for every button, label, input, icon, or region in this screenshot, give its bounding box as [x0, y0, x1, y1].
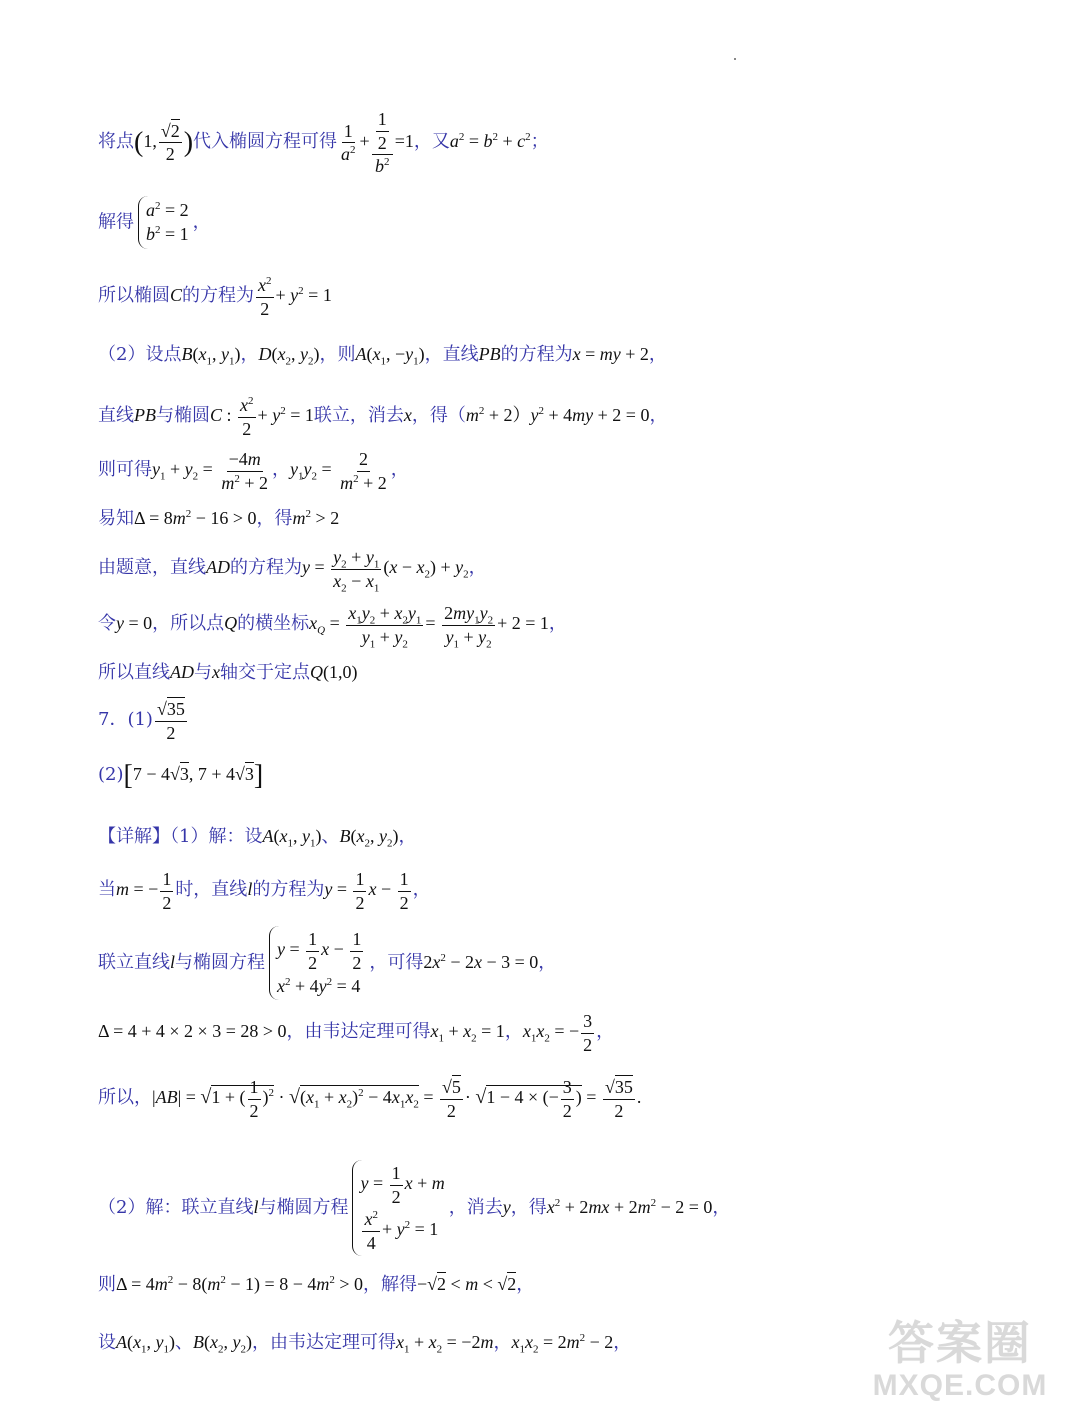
punct: ， [493, 1332, 512, 1353]
watermark-logo [860, 1307, 1060, 1403]
punct: ， [468, 557, 487, 579]
math-prod-y: $y_1y_2$ = $\frac{2}{m^2 + 2}$ [289, 449, 387, 493]
line-substitute-point [98, 108, 549, 178]
line-fixed-point [98, 658, 358, 684]
detail-line-4 [98, 1010, 614, 1056]
math-PB: PB [134, 405, 156, 426]
text-and: 与 [194, 662, 212, 683]
math-x: x [403, 405, 412, 426]
text-let: 令 [98, 613, 116, 635]
line-ellipse-result [98, 274, 332, 320]
math-A: $A(x_1$, $-y_1$) [355, 344, 425, 368]
text-substitute-point: 将点 [98, 130, 134, 152]
text-get: ，得 [256, 508, 293, 529]
math-ellipse-eq: $\frac{1}{a^2}$ + $\frac{\frac{1}{2}}{b^2}$ =1 [341, 109, 414, 176]
text-can-get: ，可得 [369, 952, 424, 974]
punct: ， [596, 1021, 615, 1043]
math-delta-1: Δ = 4 + 4 × 2 × 3 = 28 > 0 [98, 1021, 287, 1042]
math-sum-y: $y_1 + y_2$ = $\frac{-4m}{m^2 + 2}$ [152, 449, 268, 493]
text-get: ，得 [510, 1197, 547, 1218]
punct: ， [271, 459, 290, 481]
line-combine [98, 394, 667, 440]
text-solve: ，解得 [363, 1274, 417, 1295]
math-system-ab: $a^2 = 2$ $b^2 = 1$ [138, 196, 189, 249]
line-vieta [98, 448, 409, 494]
text-equation-is: 的方程为 [500, 344, 573, 365]
math-ans2: [7 − 4√3, 7 + 4√3] [123, 760, 264, 791]
detail-line-3 [98, 926, 556, 1000]
punct: ； [530, 130, 549, 152]
text-then-get: 则可得 [98, 459, 152, 481]
text-with-ellipse-eq: 与椭圆方程 [258, 1197, 349, 1218]
detail-line-1 [98, 822, 416, 848]
text-solve: 解得 [98, 211, 134, 233]
math-B: $B(x_1$, $y_1$) [181, 344, 241, 368]
punct: ， [390, 459, 409, 481]
text-by-problem: 由题意，直线 [98, 557, 206, 579]
watermark-text: 答案圈 [888, 1317, 1032, 1369]
text-equation-is: 的方程为 [182, 285, 255, 307]
text-easy: 易知 [98, 508, 134, 529]
text-part1-set: （1）解：设 [170, 826, 263, 847]
math-quadratic: $m^2 + 2)y^2 + 4my + 2 = 0$ [465, 405, 650, 426]
math-Q: Q [224, 613, 238, 634]
part-label: (2) [98, 764, 124, 786]
text-eliminate: ，消去 [448, 1197, 503, 1218]
math-prod-x2: $x_1x_2 = 2m^2 - 2$ [511, 1332, 614, 1356]
punct: ， [398, 826, 417, 847]
math-x: x [212, 662, 220, 682]
math-sum-x2: $x_1 + x_2 = -2m$ [396, 1332, 494, 1356]
math-m-interval: −√2 < m < √2 [417, 1274, 517, 1294]
math-m-range: $m^2 > 2$ [292, 508, 340, 528]
text-line: 直线 [98, 405, 134, 427]
text-line: ，直线 [424, 344, 479, 365]
math-ellipse-result: $\frac{x^2}{2}$ + $y^2 = 1$ [258, 275, 332, 319]
line-xQ [98, 602, 567, 651]
math-line-PB: x = my + 2 [572, 344, 649, 364]
math-line-l: y = $\frac{1}{2}$ x − $\frac{1}{2}$ [324, 869, 409, 913]
punct: ， [538, 952, 557, 974]
text-intersect: 轴交于定点 [220, 662, 310, 683]
text-combine-line: 联立直线 [98, 952, 170, 974]
math-D: $D(x_2$, $y_2$) [258, 344, 320, 368]
math-C-ellipse: C : $\frac{x^2}{2}$ + $y^2 = 1$ [210, 395, 314, 439]
line-discriminant [98, 504, 339, 530]
text-with-ellipse-eq: 与椭圆方程 [175, 952, 266, 974]
punct: ， [613, 1332, 632, 1353]
punct: ， [648, 344, 667, 365]
punct: ， [712, 1197, 731, 1218]
math-l: l [253, 1197, 259, 1217]
math-prod-x: $x_1x_2$ = − $\frac{3}{2}$ [522, 1011, 593, 1055]
math-abc: $a^2 = b^2 + c^2$ [449, 130, 531, 151]
text-so-point: ，所以点 [152, 613, 225, 635]
math-PB: PB [478, 344, 501, 364]
detail-line-7 [98, 1270, 534, 1296]
math-sum-x: $x_1 + x_2 = 1$ [430, 1021, 505, 1045]
text-so-line: 所以直线 [98, 662, 170, 683]
text-when: 当 [98, 879, 116, 901]
text-time-line: 时，直线 [175, 879, 248, 901]
math-xQ: $x_Q$ = $\frac{x_1y_2 + x_2y_1}{y_1 + y_2}$ = $\frac{2my_1y_2}{y_1 + y_2}$ + 2 = 1 [309, 603, 549, 651]
math-system-2: y = $\frac{1}{2}$ x + m $\frac{x^2}{4}$ + $y^2 = 1$ [352, 1160, 444, 1256]
watermark-url: MXQE.COM [872, 1369, 1048, 1402]
punct: ， [516, 1274, 535, 1295]
text-part2: （2）设点 [98, 344, 182, 365]
text-with-ellipse: 与椭圆 [156, 405, 210, 427]
math-AD: AD [170, 662, 194, 682]
math-line-AD: y = $\frac{y_2 + y_1}{x_2 - x_1}$ $(x - x_2) + y_2$ [302, 547, 469, 595]
math-C: C [170, 285, 183, 306]
text-equation-is: 的方程为 [230, 557, 302, 579]
text-equation-is: 的方程为 [252, 879, 325, 901]
math-m-half: m = − $\frac{1}{2}$ [116, 869, 172, 913]
line-AD [98, 546, 487, 595]
detail-tag: 【详解】 [98, 826, 170, 847]
text-vieta: ，由韦达定理可得 [286, 1021, 431, 1043]
punct: ， [412, 879, 431, 901]
detail-line-6 [98, 1160, 730, 1256]
punct: 、 [321, 826, 340, 847]
punct: ， [504, 1021, 523, 1043]
text-abscissa: 的横坐标 [237, 613, 310, 635]
text-get: ，得（ [411, 405, 466, 427]
line-solve [98, 196, 211, 249]
math-l: l [247, 879, 253, 900]
stray-dot [734, 58, 736, 60]
math-B-coord: $B(x_2$, $y_2$) [339, 826, 399, 850]
math-Q10: Q(1,0) [310, 662, 358, 682]
math-ans1: $\frac{√35}{2}$ [156, 699, 185, 743]
text-then: ，则 [319, 344, 356, 365]
math-y: y [502, 1197, 511, 1217]
math-AD: AD [206, 557, 230, 578]
math-AB-length: |AB| = √1 + ( $\frac{1}{2}$ )$^2 \cdot √(x_1 + x_2)^2 - 4x_1x_2$ = $\frac{√5}{2}$ · √1 − 4 × (− $\frac{3}{2}$ ) = $\frac{√35}{2}$ . [152, 1077, 642, 1121]
math-y0: y = 0 [116, 613, 153, 634]
punct: ， [240, 344, 259, 365]
question-number: 7．(1) [98, 709, 153, 731]
math-quad-2: $x^2 + 2mx + 2m^2 - 2 = 0$ [546, 1197, 713, 1217]
punct: ， [548, 613, 567, 635]
math-B-coord: $B(x_2$, $y_2$) [193, 1332, 252, 1356]
q7-answer-2 [98, 760, 263, 792]
detail-line-2 [98, 868, 431, 914]
q7-answer-1 [98, 698, 189, 744]
text-so-ellipse: 所以椭圆 [98, 285, 170, 307]
math-A-coord: $A(x_1$, $y_1$) [262, 826, 322, 850]
punct: ， [192, 211, 211, 233]
line-part2-setup [98, 340, 667, 366]
math-delta-2: $\Delta = 4m^2 - 8(m^2 - 1) = 8 - 4m^2 > 0$ [116, 1274, 363, 1294]
text-part2-combine: （2）解：联立直线 [98, 1197, 254, 1218]
text-vieta: ，由韦达定理可得 [252, 1332, 396, 1353]
text-then: 则 [98, 1274, 116, 1295]
punct: ， [649, 405, 668, 427]
punct: 、 [175, 1332, 193, 1353]
text-into-equation: 代入椭圆方程可得 [193, 130, 338, 152]
math-system-1: y = $\frac{1}{2}$ x − $\frac{1}{2}$ $x^2 + 4y^2 = 4$ [269, 926, 365, 1000]
math-A-coord: $A(x_1$, $y_1$) [116, 1332, 175, 1356]
detail-line-5 [98, 1076, 641, 1122]
math-l: l [170, 952, 176, 973]
detail-line-8 [98, 1328, 631, 1354]
text-also: ，又 [413, 130, 450, 152]
text-set: 设 [98, 1332, 116, 1353]
math-point: (1, $\frac{√2}{2}$ ) [134, 120, 194, 165]
math-quad-1: $2x^2 - 2x - 3 = 0$ [423, 952, 539, 973]
text-eliminate: 联立，消去 [313, 405, 404, 427]
text-therefore: 所以， [98, 1087, 152, 1109]
math-delta: $\Delta = 8m^2 - 16 > 0$ [134, 508, 257, 528]
